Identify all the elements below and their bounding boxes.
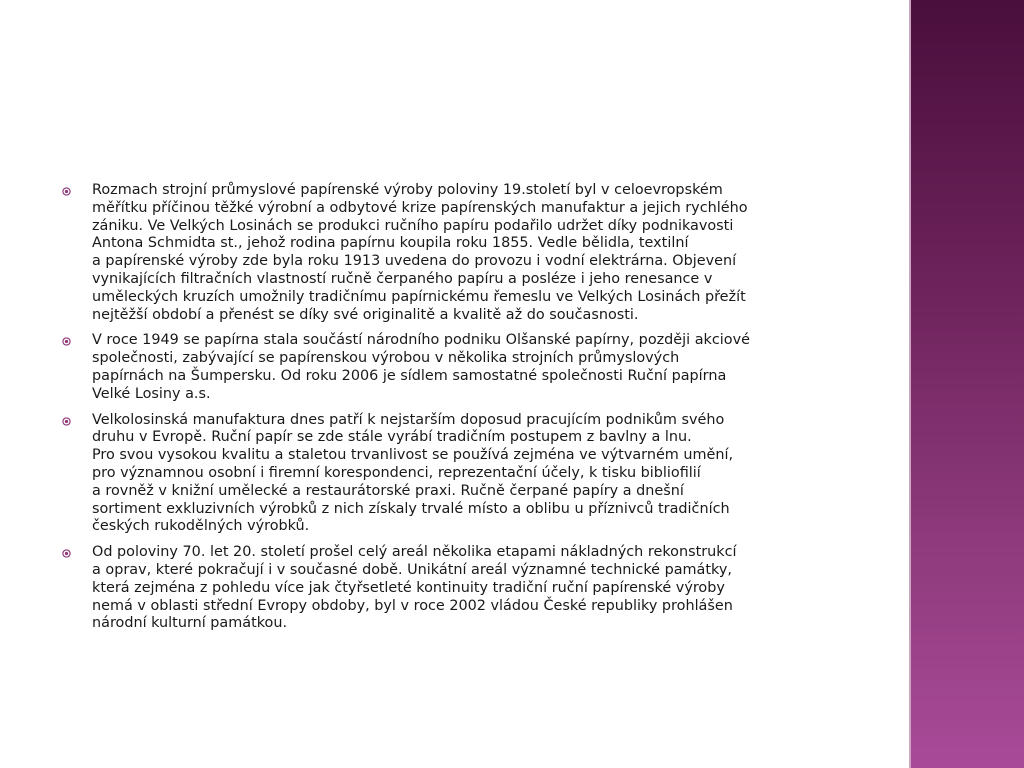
bullet-text-line: sortiment exkluzivních výrobků z nich získaly trvalé místo a oblibu u příznivců tradičních [92,500,730,517]
bullet-text-line: druhu v Evropě. Ruční papír se zde stále vyrábí tradičním postupem z bavlny a lnu. [92,429,692,446]
bullet-text-line: V roce 1949 se papírna stala součástí národního podniku Olšanské papírny, později akciové [92,332,750,349]
bullet-text-line: a oprav, které pokračují i v současné době. Unikátní areál významné technické památky, [92,561,732,578]
circle-bullet-icon [62,549,71,558]
circle-bullet-icon [62,337,71,346]
bullet-text-line: uměleckých kruzích umožnily tradičnímu papírnickému řemeslu ve Velkých Losinách přežít [92,288,746,305]
decorative-sidebar [911,0,1024,768]
bullet-text-line: pro významnou osobní i firemní korespondenci, reprezentační účely, k tisku bibliofilií [92,464,701,481]
bullet-item [62,544,862,633]
bullet-text-line: Pro svou vysokou kvalitu a staletou trvanlivost se používá zejména ve výtvarném umění, [92,447,734,464]
bullet-text-line: Antona Schmidta st., jehož rodina papírnu koupila roku 1855. Vedle bělidla, textilní [92,235,689,252]
bullet-text-line: papírnách na Šumpersku. Od roku 2006 je sídlem samostatné společnosti Ruční papírna [92,367,727,384]
bullet-text-line: Od poloviny 70. let 20. století prošel celý areál několika etapami nákladných rekonstrukcí [92,544,737,561]
bullet-list [62,182,862,633]
bullet-text-line: měřítku příčinou těžké výrobní a odbytové krize papírenských manufaktur a jejich rychlého [92,199,748,216]
bullet-text-line: a rovněž v knižní umělecké a restaurátorské praxi. Ručně čerpané papíry a dnešní [92,482,684,499]
bullet-text-line: a papírenské výroby zde byla roku 1913 uvedena do provozu i vodní elektrárna. Objevení [92,253,737,270]
bullet-item [62,182,862,324]
bullet-text-line: společnosti, zabývající se papírenskou výrobou v několika strojních průmyslových [92,350,680,367]
bullet-text-line: národní kulturní památkou. [92,615,288,632]
bullet-text-line: nejtěžší období a přenést se díky své originalitě a kvalitě až do současnosti. [92,306,639,323]
circle-bullet-icon [62,417,71,426]
bullet-text-line: Velké Losiny a.s. [92,385,211,402]
bullet-text-line: která zejména z pohledu více jak čtyřsetleté kontinuity tradiční ruční papírenské výroby [92,579,725,596]
bullet-text-line: Velkolosinská manufaktura dnes patří k nejstarším doposud pracujícím podnikům svého [92,411,725,428]
circle-bullet-icon [62,187,71,196]
bullet-text-line: nemá v oblasti střední Evropy obdoby, byl v roce 2002 vládou České republiky prohlášen [92,597,733,614]
bullet-text-line: vynikajících filtračních vlastností ručně čerpaného papíru a posléze i jeho renesance v [92,270,713,287]
bullet-text-line: zániku. Ve Velkých Losinách se produkci ručního papíru podařilo udržet díky podnikavosti [92,217,734,234]
bullet-item [62,412,862,537]
slide-content [62,182,862,641]
bullet-text-line: českých rukodělných výrobků. [92,518,310,535]
bullet-text-line: Rozmach strojní průmyslové papírenské výroby poloviny 19.století byl v celoevropském [92,182,723,198]
bullet-item [62,332,862,403]
